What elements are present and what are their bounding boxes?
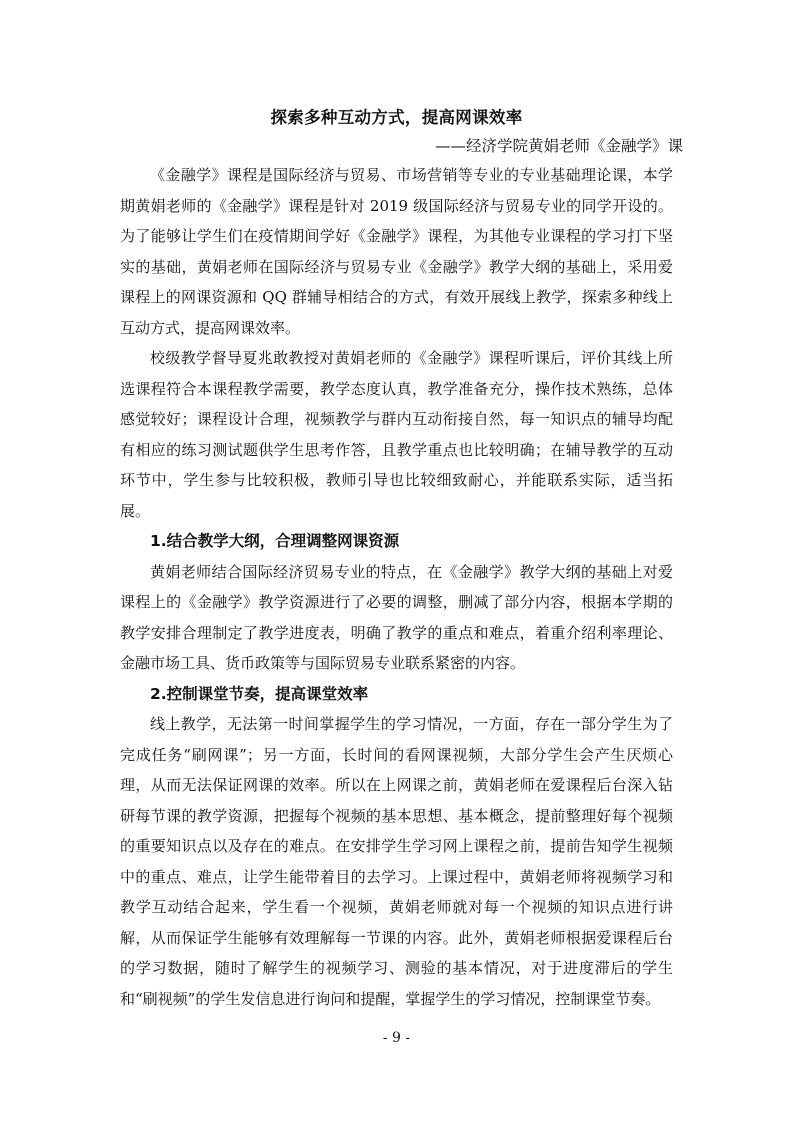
paragraph-intro: 《金融学》课程是国际经济与贸易、市场营销等专业的专业基础理论课，本学期黄娟老师的《金融学》课程是针对 2019 级国际经济与贸易专业的同学开设的。为了能够让学生们在疫情期间学好《金融学》课程，为其他专业课程的学习打下坚实的基础，黄娟老师在国际经济与贸易专业《金融学》教学大纲的基础上，采用爱课程上的网课资源和 QQ 群辅导相结合的方式，有效开展线上教学，探索多种线上互动方式，提高网课效率。 bbox=[120, 166, 673, 337]
article-body bbox=[120, 160, 673, 1014]
paragraph-evaluation: 校级教学督导夏兆敢教授对黄娟老师的《金融学》课程听课后，评价其线上所选课程符合本课程教学需要，教学态度认真，教学准备充分，操作技术熟练，总体感觉较好；课程设计合理，视频教学与群内互动衔接自然，每一知识点的辅导均配有相应的练习测试题供学生思考作答，且教学重点也比较明确；在辅导教学的互动环节中，学生参与比较积极，教师引导也比较细致耐心，并能联系实际，适当拓展。 bbox=[120, 349, 673, 520]
article-title: 探索多种互动方式，提高网课效率 bbox=[270, 108, 523, 127]
page-number: - 9 - bbox=[382, 1030, 411, 1046]
section-heading-1: 1.结合教学大纲，合理调整网课资源 bbox=[150, 532, 400, 550]
paragraph-section-1: 黄娟老师结合国际经济贸易专业的特点，在《金融学》教学大纲的基础上对爱课程上的《金融学》教学资源进行了必要的调整，删减了部分内容，根据本学期的教学安排合理制定了教学进度表，明确了教学的重点和难点，着重介绍利率理论、金融市场工具、货币政策等与国际贸易专业联系紧密的内容。 bbox=[120, 562, 673, 672]
paragraph-section-2: 线上教学，无法第一时间掌握学生的学习情况，一方面，存在一部分学生为了完成任务“刷网课”；另一方面，长时间的看网课视频，大部分学生会产生厌烦心理，从而无法保证网课的效率。所以在上网课之前，黄娟老师在爱课程后台深入钻研每节课的教学资源，把握每个视频的基本思想、基本概念，提前整理好每个视频的重要知识点以及存在的难点。在安排学生学习网上课程之前，提前告知学生视频中的重点、难点，让学生能带着目的去学习。上课过程中，黄娟老师将视频学习和教学互动结合起来，学生看一个视频，黄娟老师就对每一个视频的知识点进行讲解，从而保证学生能够有效理解每一节课的内容。此外，黄娟老师根据爱课程后台的学习数据，随时了解学生的视频学习、测验的基本情况，对于进度滞后的学生和“刷视频”的学生发信息进行询问和提醒，掌握学生的学习情况，控制课堂节奏。 bbox=[120, 715, 673, 1008]
article-subtitle: ——经济学院黄娟老师《金融学》课 bbox=[434, 137, 683, 155]
section-heading-2: 2.控制课堂节奏，提高课堂效率 bbox=[150, 684, 369, 703]
